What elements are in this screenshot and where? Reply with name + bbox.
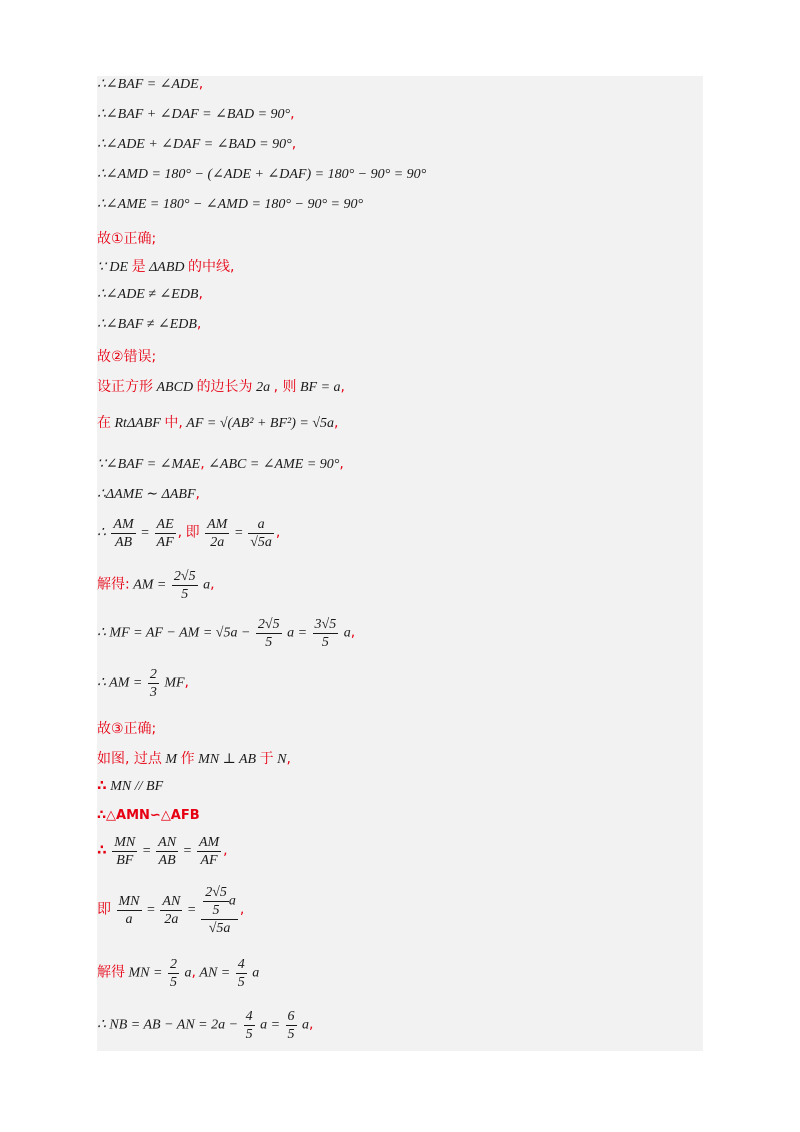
text: 的中线, — [188, 259, 235, 275]
step-ade-sum — [97, 136, 697, 153]
text: 设正方形 — [97, 379, 153, 395]
fraction: $\frac{2}{5}$ — [169, 957, 177, 990]
punct: , — [198, 76, 204, 92]
fraction: $\frac{4}{5}$ — [245, 1009, 253, 1042]
fraction: $\frac{AM}{AF}$ — [198, 835, 220, 868]
text: 于 — [259, 751, 274, 767]
step-nb — [97, 1008, 697, 1043]
formula: ∵∠BAF = ∠MAE — [97, 457, 201, 472]
step-parallel — [97, 778, 697, 795]
punct: , — [275, 524, 281, 541]
fraction: $\frac{AN}{2a}$ — [162, 894, 181, 927]
step-amd — [97, 166, 697, 183]
fraction: $\frac{AN}{AB}$ — [158, 835, 177, 868]
fraction: $\frac{4}{5}$ — [237, 957, 245, 990]
symbol: ∴ — [97, 842, 107, 859]
step-draw-mn — [97, 748, 697, 768]
punct: , — [290, 106, 295, 122]
punct: , — [223, 842, 228, 859]
fraction: $\frac{a}{√5a}$ — [250, 517, 272, 550]
symbol: ∴ — [97, 525, 106, 541]
formula: ∴∠ADE ≠ ∠EDB — [97, 287, 199, 302]
formula: BF = a — [299, 380, 341, 395]
text: 中, — [164, 415, 183, 431]
fraction: $\frac{AM}{2a}$ — [207, 517, 228, 550]
formula: MN // BF — [110, 779, 164, 794]
punct: , — [210, 576, 215, 593]
step-af-length — [97, 412, 697, 432]
formula: ABCD — [156, 380, 194, 395]
formula: AN = — [199, 965, 231, 981]
punct: , — [239, 901, 245, 918]
text: 解得: — [97, 576, 130, 593]
text: 解得 — [97, 964, 125, 981]
solution-panel — [97, 76, 703, 1051]
formula: ∴∠AME = 180° − ∠AMD = 180° − 90° = 90° — [97, 197, 364, 212]
formula: ∵ DE — [97, 260, 129, 275]
formula: ∴ΔAME ∼ ΔABF — [97, 487, 196, 502]
text: 的边长为 — [196, 379, 253, 395]
conclusion-text: 故③正确; — [97, 721, 157, 737]
punct: , — [191, 964, 196, 981]
text: 如图, 过点 — [97, 751, 162, 767]
text: 作 — [180, 751, 195, 767]
formula: ∴∠ADE + ∠DAF = ∠BAD = 90° — [97, 137, 292, 152]
punct: , — [195, 486, 200, 502]
formula: ∴ AM = — [97, 675, 143, 691]
step-ratio-am: ∴ $\frac{AM}{AB}$ = $\frac{AE}{AF}$ , 即 $\frac{AM}{2a}$ = $\frac{a}{√5a}$ , — [97, 517, 281, 550]
step-bad-sum — [97, 106, 697, 123]
formula: N — [277, 752, 287, 767]
formula: ΔABD — [149, 260, 185, 275]
conclusion-text: 故①正确; — [97, 231, 157, 247]
fraction: $\frac{3√5}{5}$ — [314, 617, 337, 650]
step-ratio-mn: ∴ $\frac{MN}{BF}$ = $\frac{AN}{AB}$ = $\frac{AM}{AF}$ , — [97, 835, 228, 868]
punct: , — [177, 524, 183, 541]
compound-fraction: $\frac{2√5}{5}$ a √5a — [201, 884, 238, 937]
punct: , — [340, 379, 345, 395]
fraction: $\frac{2√5}{5}$ — [173, 569, 196, 602]
formula: ∴∠BAF ≠ ∠EDB — [97, 317, 197, 332]
punct: , — [196, 316, 202, 332]
punct: , — [184, 674, 189, 691]
formula: 2a — [256, 380, 271, 395]
formula: ∴△AMN∽△AFB — [97, 808, 200, 823]
formula: ∴ NB = AB − AN = 2a − — [97, 1017, 239, 1033]
step-baf-neq — [97, 316, 697, 333]
punct: , — [286, 751, 291, 767]
formula: M — [165, 752, 178, 767]
formula: a — [184, 965, 192, 981]
formula: ∴∠AMD = 180° − (∠ADE + ∠DAF) = 180° − 90° = 90° — [97, 167, 427, 182]
fraction: $\frac{MN}{a}$ — [118, 894, 140, 927]
step-solve-am — [97, 568, 697, 603]
punct: , — [334, 415, 339, 431]
symbol: ∴ — [97, 778, 107, 794]
step-de-median — [97, 256, 697, 276]
step-similar — [97, 486, 697, 503]
punct: , — [198, 286, 203, 302]
formula: a = — [260, 1017, 281, 1033]
punct: , — [200, 456, 205, 472]
conclusion-1 — [97, 228, 697, 248]
punct: , — [309, 1016, 314, 1033]
step-angle-baf-ade — [97, 76, 697, 93]
step-solve-mn-an — [97, 956, 697, 991]
step-mf — [97, 616, 697, 651]
conclusion-text: 故②错误; — [97, 349, 157, 365]
formula: a — [343, 625, 351, 641]
formula: a — [302, 1017, 310, 1033]
fraction: $\frac{2}{3}$ — [149, 667, 157, 700]
conclusion-3 — [97, 718, 697, 738]
formula: ∴ MF = AF − AM = √5a − — [97, 625, 251, 641]
conclusion-2 — [97, 346, 697, 366]
formula: a = — [287, 625, 308, 641]
step-ade-neq — [97, 286, 697, 303]
text: 在 — [97, 415, 111, 431]
step-ratio-sub: 即 $\frac{MN}{a}$ = $\frac{AN}{2a}$ = $\frac{2√5}{5}$ a √5a , — [97, 885, 245, 936]
formula: a — [203, 577, 211, 593]
fraction: $\frac{AM}{AB}$ — [113, 517, 134, 550]
text: 即 — [97, 901, 111, 918]
punct: , — [350, 624, 356, 641]
text: 是 — [131, 259, 146, 275]
text: 即 — [185, 524, 200, 541]
formula: ∴∠BAF = ∠ADE — [97, 77, 199, 92]
formula: AF = √(AB² + BF²) = √5a — [186, 416, 335, 431]
step-am-mf — [97, 666, 697, 701]
formula: ∴∠BAF + ∠DAF = ∠BAD = 90° — [97, 107, 291, 122]
fraction: $\frac{2√5}{5}$ — [257, 617, 280, 650]
formula: MF — [164, 675, 185, 691]
fraction: $\frac{AE}{AF}$ — [156, 517, 174, 550]
punct: , — [339, 456, 344, 472]
fraction: $\frac{6}{5}$ — [287, 1009, 295, 1042]
step-similar-amn — [97, 808, 697, 824]
formula: MN ⊥ AB — [198, 752, 257, 767]
step-set-side — [97, 376, 697, 396]
fraction: $\frac{MN}{BF}$ — [114, 835, 136, 868]
formula: AM = — [133, 577, 167, 593]
formula: a — [252, 965, 260, 981]
formula: RtΔABF — [114, 416, 161, 431]
step-angle-equal — [97, 456, 697, 473]
punct: , — [291, 136, 297, 152]
text: , 则 — [273, 379, 297, 395]
step-ame — [97, 196, 697, 213]
formula: MN = — [128, 965, 163, 981]
formula: ∠ABC = ∠AME = 90° — [208, 457, 340, 472]
